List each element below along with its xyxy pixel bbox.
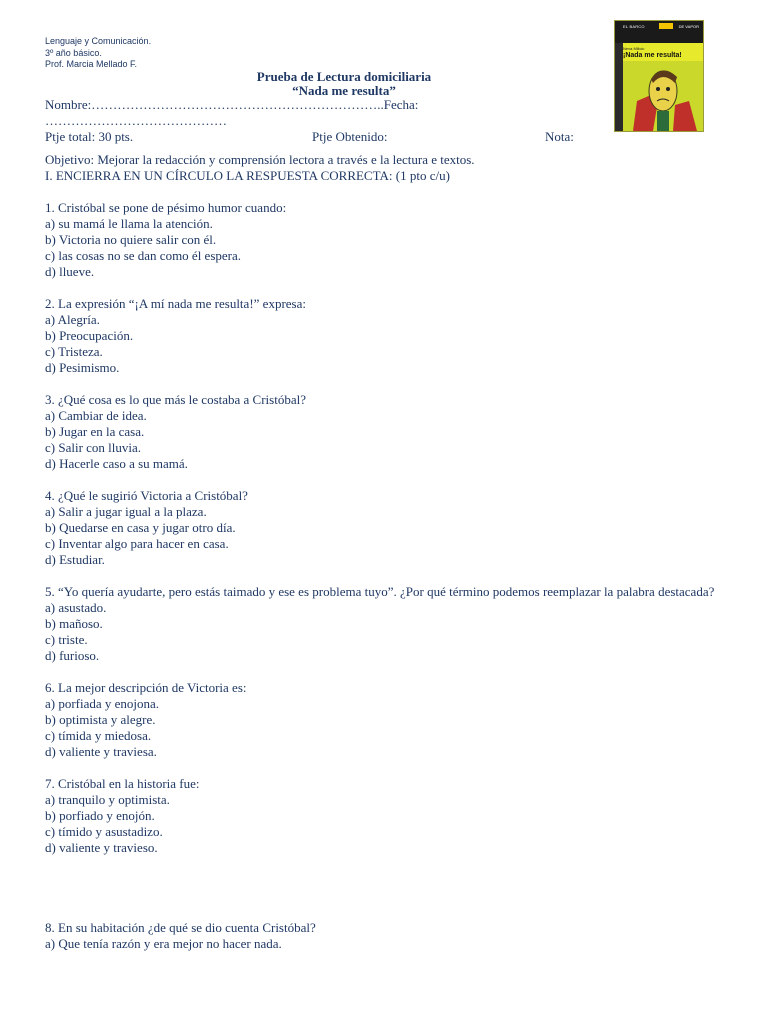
answer-option[interactable]: d) Estudiar.	[45, 552, 105, 567]
grade-label: 3º año básico.	[45, 47, 102, 58]
question-1	[45, 200, 715, 280]
answer-option[interactable]: b) Victoria no quiere salir con él.	[45, 232, 217, 247]
answer-option[interactable]: b) mañoso.	[45, 616, 103, 631]
question-5	[45, 584, 715, 664]
answer-option[interactable]: a) porfiada y enojona.	[45, 696, 160, 711]
obtained-points-label: Ptje Obtenido:	[312, 129, 388, 144]
answer-option[interactable]: d) valiente y traviesa.	[45, 744, 157, 759]
test-title-book: “Nada me resulta”	[292, 83, 396, 98]
answer-option[interactable]: a) Alegría.	[45, 312, 100, 327]
name-date-line: Nombre:…………………………………………………………..Fecha:	[45, 97, 419, 112]
total-points-label: Ptje total: 30 pts.	[45, 129, 134, 144]
subject-label: Lenguaje y Comunicación.	[45, 36, 152, 46]
answer-option[interactable]: a) su mamá le llama la atención.	[45, 216, 213, 231]
answer-option[interactable]: b) optimista y alegre.	[45, 712, 156, 727]
grade-field-label: Nota:	[545, 129, 574, 144]
answer-option[interactable]: a) Cambiar de idea.	[45, 408, 147, 423]
answer-option[interactable]: d) valiente y travieso.	[45, 840, 158, 855]
question-text: 5. “Yo quería ayudarte, pero estás taimado y ese es problema tuyo”. ¿Por qué término podemos reemplazar la palabra destacada?	[45, 584, 715, 599]
answer-option[interactable]: c) Inventar algo para hacer en casa.	[45, 536, 229, 551]
answer-option[interactable]: b) Quedarse en casa y jugar otro día.	[45, 520, 236, 535]
question-8	[45, 920, 715, 952]
answer-option[interactable]: c) Salir con lluvia.	[45, 440, 142, 455]
cover-title: ¡Nada me resulta!	[623, 52, 682, 59]
course-header	[45, 36, 151, 71]
teacher-label: Prof. Marcia Mellado F.	[45, 59, 138, 69]
answer-option[interactable]: b) Jugar en la casa.	[45, 424, 145, 439]
scores-row	[45, 129, 574, 145]
question-text: 1. Cristóbal se pone de pésimo humor cuando:	[45, 200, 287, 215]
cover-series-left: EL BARCO	[623, 24, 645, 29]
answer-option[interactable]: c) las cosas no se dan como él espera.	[45, 248, 242, 263]
question-text: 3. ¿Qué cosa es lo que más le costaba a Cristóbal?	[45, 392, 306, 407]
answer-option[interactable]: d) llueve.	[45, 264, 95, 279]
answer-option[interactable]: c) Tristeza.	[45, 344, 103, 359]
test-title-main: Prueba de Lectura domiciliaria	[256, 69, 432, 84]
answer-option[interactable]: c) tímida y miedosa.	[45, 728, 152, 743]
question-text: 8. En su habitación ¿de qué se dio cuenta Cristóbal?	[45, 920, 316, 935]
questions-list	[45, 200, 715, 968]
cover-author: Neva Milicic	[623, 46, 645, 51]
question-4	[45, 488, 715, 568]
question-text: 7. Cristóbal en la historia fue:	[45, 776, 200, 791]
answer-option[interactable]: c) tímido y asustadizo.	[45, 824, 163, 839]
answer-option[interactable]: a) asustado.	[45, 600, 107, 615]
answer-option[interactable]: a) Que tenía razón y era mejor no hacer nada.	[45, 936, 282, 951]
answer-option[interactable]: a) tranquilo y optimista.	[45, 792, 170, 807]
answer-option[interactable]: d) Pesimismo.	[45, 360, 120, 375]
question-6	[45, 680, 715, 760]
test-title	[0, 70, 688, 98]
answer-option[interactable]: b) porfiado y enojón.	[45, 808, 155, 823]
question-3	[45, 392, 715, 472]
question-text: 2. La expresión “¡A mí nada me resulta!” expresa:	[45, 296, 306, 311]
student-fields	[45, 97, 574, 145]
answer-option[interactable]: d) Hacerle caso a su mamá.	[45, 456, 188, 471]
answer-option[interactable]: c) triste.	[45, 632, 88, 647]
cover-series-right: DE VAPOR	[678, 24, 699, 29]
question-2	[45, 296, 715, 376]
section-instruction: I. ENCIERRA EN UN CÍRCULO LA RESPUESTA CORRECTA: (1 pto c/u)	[45, 168, 450, 183]
answer-option[interactable]: b) Preocupación.	[45, 328, 134, 343]
answer-option[interactable]: a) Salir a jugar igual a la plaza.	[45, 504, 207, 519]
question-7	[45, 776, 715, 856]
answer-option[interactable]: d) furioso.	[45, 648, 100, 663]
date-dots-line: ……………………………………	[45, 113, 227, 128]
objective-text: Objetivo: Mejorar la redacción y comprensión lectora a través e la lectura e textos.	[45, 152, 475, 167]
question-text: 6. La mejor descripción de Victoria es:	[45, 680, 247, 695]
question-text: 4. ¿Qué le sugirió Victoria a Cristóbal?	[45, 488, 248, 503]
